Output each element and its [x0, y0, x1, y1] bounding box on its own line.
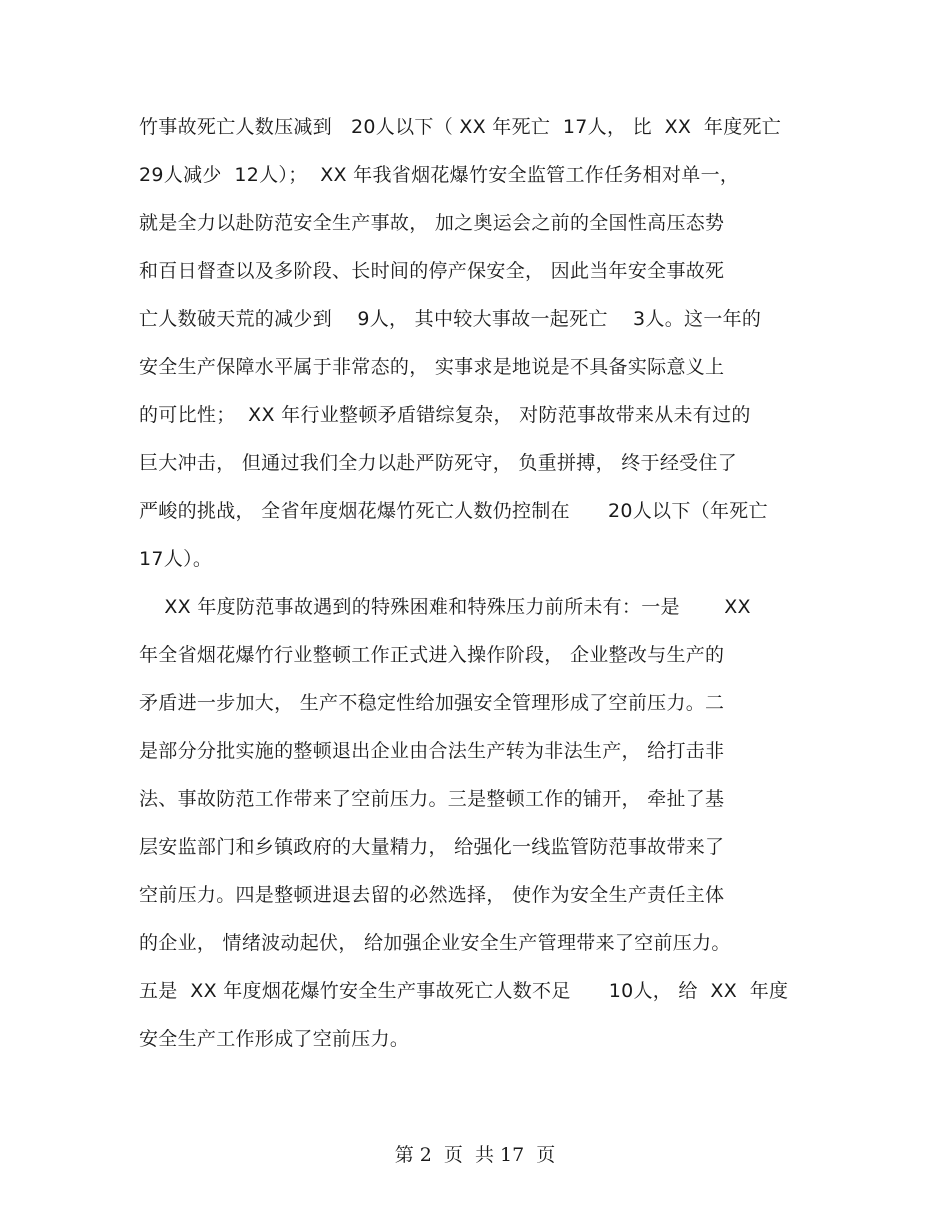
text-line: 空前压力。四是整顿进退去留的必然选择， 使作为安全生产责任主体	[139, 884, 725, 906]
text-line: 的可比性； XX 年行业整顿矛盾错综复杂， 对防范事故带来从未有过的	[139, 404, 751, 426]
text-line: 亡人数破天荒的减少到 9人， 其中较大事故一起死亡 3人。这一年的	[139, 308, 762, 330]
text-line: 巨大冲击， 但通过我们全力以赴严防死守， 负重拼搏， 终于经受住了	[139, 452, 738, 474]
text-line: 层安监部门和乡镇政府的大量精力， 给强化一线监管防范事故带来了	[139, 836, 725, 858]
text-line: 的企业， 情绪波动起伏， 给加强企业安全生产管理带来了空前压力。	[139, 932, 731, 954]
text-line: 法、事故防范工作带来了空前压力。三是整顿工作的铺开， 牵扯了基	[139, 788, 725, 810]
text-line: 安全生产工作形成了空前压力。	[139, 1028, 410, 1050]
text-line: 和百日督查以及多阶段、长时间的停产保安全， 因此当年安全事故死	[139, 260, 725, 282]
text-line: 年全省烟花爆竹行业整顿工作正式进入操作阶段， 企业整改与生产的	[139, 644, 725, 666]
text-line: 竹事故死亡人数压减到 20人以下（ XX 年死亡 17人， 比 XX 年度死亡	[139, 116, 782, 138]
text-line: 严峻的挑战， 全省年度烟花爆竹死亡人数仍控制在 20人以下（年死亡	[139, 500, 768, 522]
text-line: 29人减少 12人）； XX 年我省烟花爆竹安全监管工作任务相对单一，	[139, 164, 740, 186]
page-number-footer: 第 2 页 共 17 页	[394, 1144, 556, 1166]
text-line: 是部分分批实施的整顿退出企业由合法生产转为非法生产， 给打击非	[139, 740, 725, 762]
text-line: XX 年度防范事故遇到的特殊困难和特殊压力前所未有：一是 XX	[139, 596, 751, 618]
text-line: 矛盾进一步加大， 生产不稳定性给加强安全管理形成了空前压力。二	[139, 692, 725, 714]
text-line: 就是全力以赴防范安全生产事故， 加之奥运会之前的全国性高压态势	[139, 212, 725, 234]
text-line: 17人）。	[139, 548, 213, 570]
text-line: 五是 XX 年度烟花爆竹安全生产事故死亡人数不足 10人， 给 XX 年度	[139, 980, 789, 1002]
text-line: 安全生产保障水平属于非常态的， 实事求是地说是不具备实际意义上	[139, 356, 725, 378]
